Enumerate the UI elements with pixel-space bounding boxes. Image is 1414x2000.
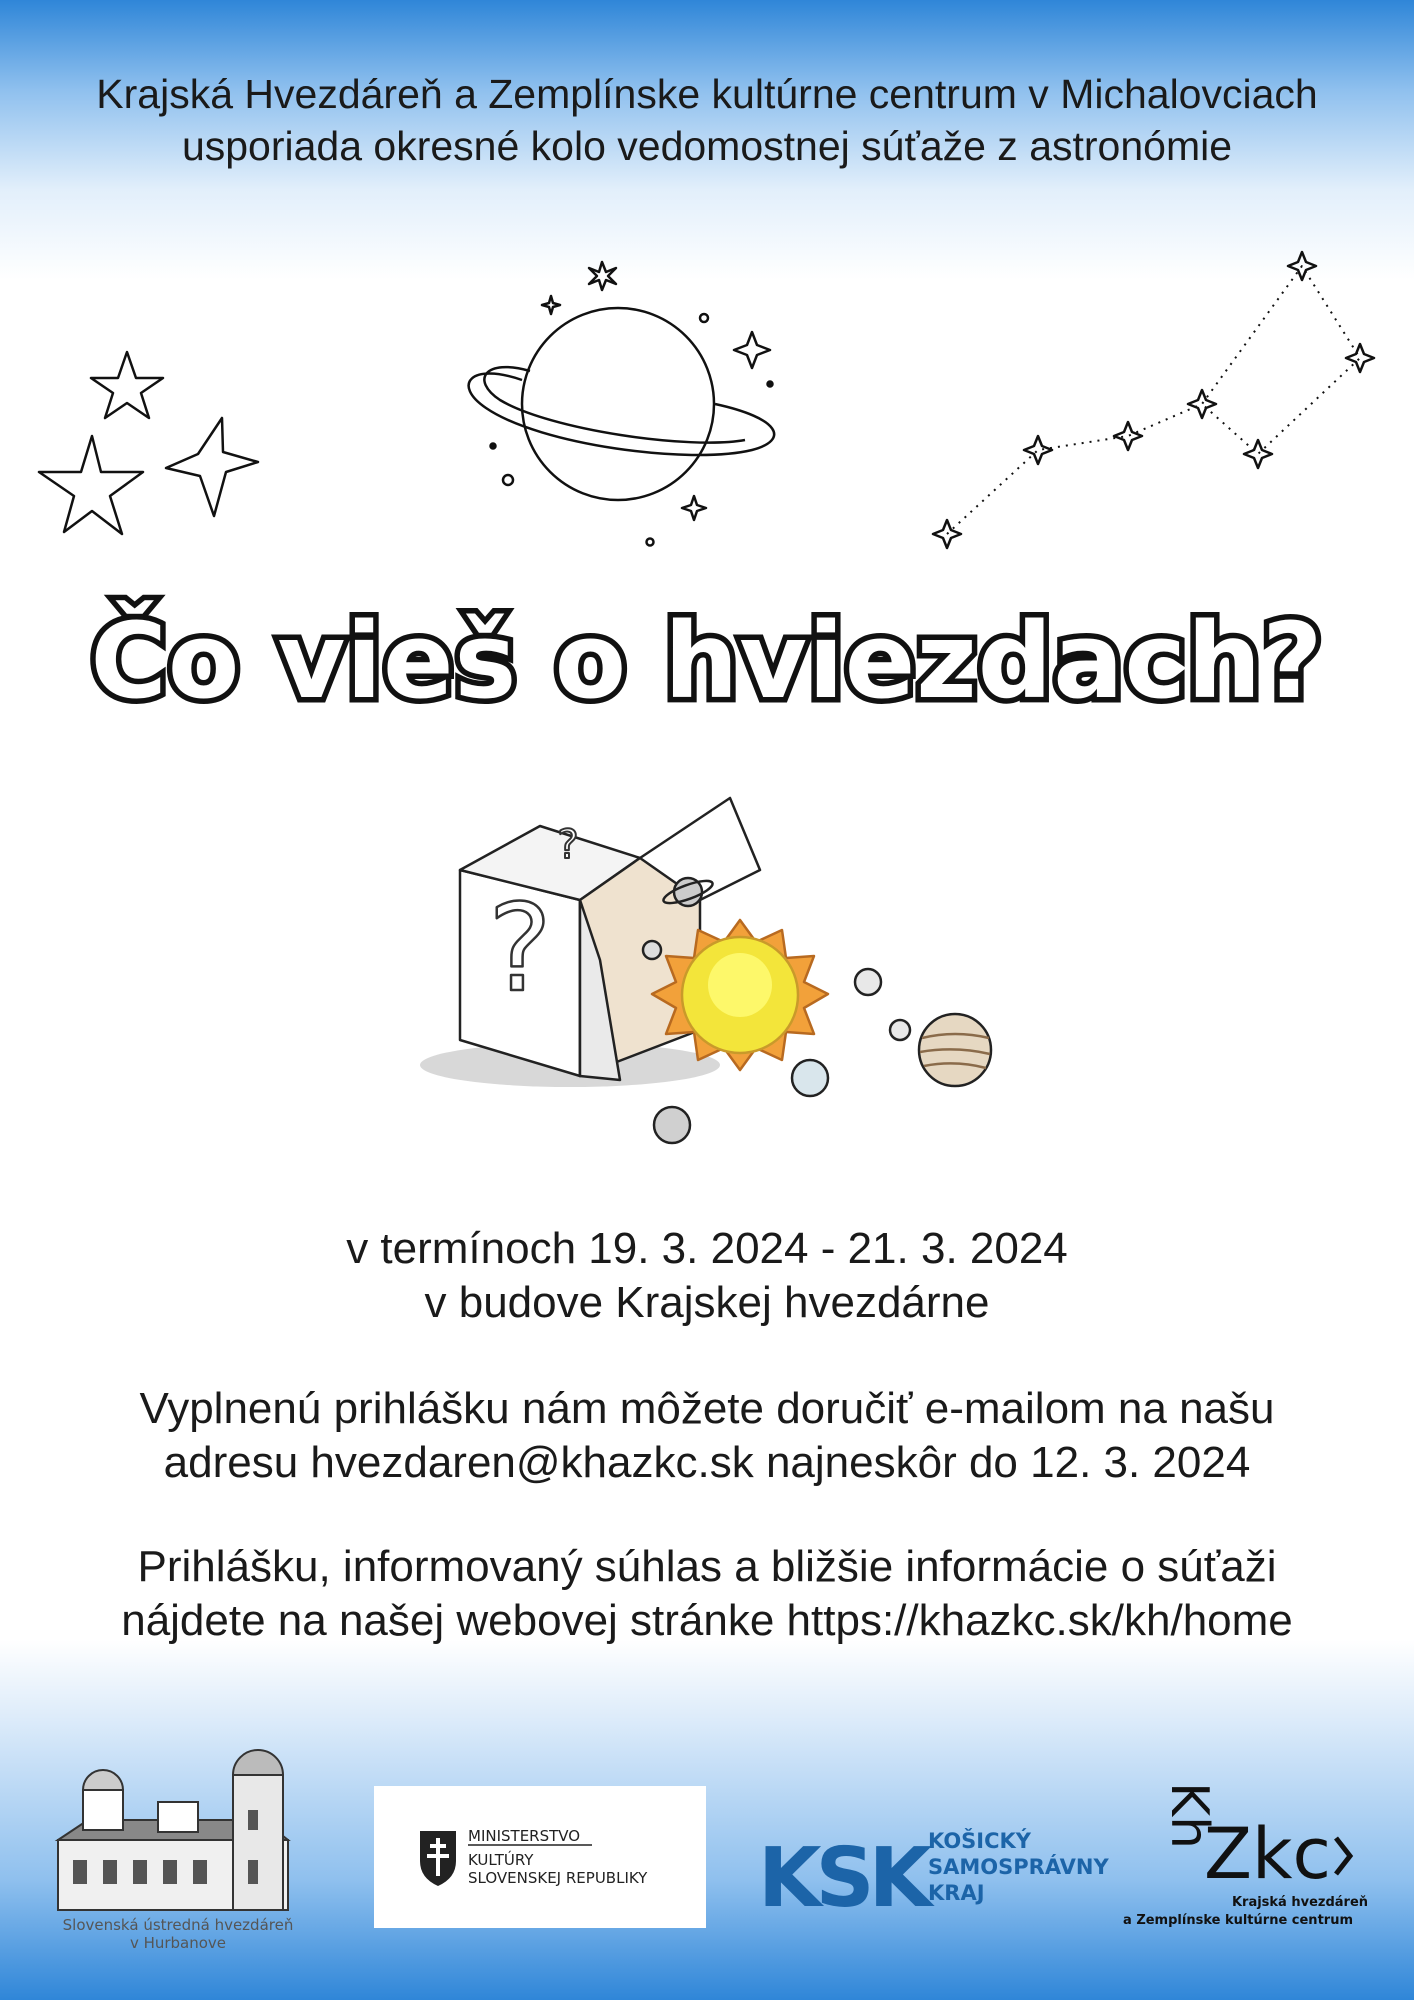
dates-line-2: v budove Krajskej hvezdárne (424, 1278, 990, 1327)
more-info-line-1: Prihlášku, informovaný súhlas a bližšie informácie o súťaži (137, 1542, 1277, 1591)
planet-icon (855, 969, 881, 995)
chevron-right-icon (1336, 1838, 1350, 1874)
ksk-logo-line-2: SAMOSPRÁVNY (928, 1855, 1109, 1879)
question-mark-icon: ? (488, 880, 552, 1019)
observatory-logo (48, 1750, 328, 1960)
box-sun-illustration (400, 780, 1020, 1170)
constellation-icon (933, 252, 1374, 548)
moon-icon (654, 1107, 690, 1143)
header-line-2: usporiada okresné kolo vedomostnej súťaže z astronómie (181, 123, 1233, 169)
more-info-block (0, 1540, 1414, 1648)
dates-line-1: v termínoch 19. 3. 2024 - 21. 3. 2024 (346, 1224, 1068, 1273)
ksk-logo-line-3: KRAJ (928, 1881, 985, 1905)
ringed-planet-icon (469, 262, 775, 546)
khzkc-logo-kh: Kh (1159, 1782, 1219, 1850)
earth-icon (792, 1060, 828, 1096)
ksk-logo-line-1: KOŠICKÝ (928, 1829, 1032, 1853)
application-line-1: Vyplnenú prihlášku nám môžete doručiť e-mailom na našu (139, 1384, 1275, 1433)
khzkc-logo-zkc: Zkc (1204, 1813, 1331, 1895)
planet-icon (890, 1020, 910, 1040)
star-doodle-icon (39, 436, 143, 534)
application-block (0, 1382, 1414, 1490)
ministry-logo (374, 1786, 706, 1928)
header-line-1: Krajská Hvezdáreň a Zemplínske kultúrne centrum v Michalovciach (96, 71, 1318, 117)
header (0, 68, 1414, 172)
page-title: Čo vieš o hviezdach? (90, 600, 1324, 722)
ministry-logo-line-3: SLOVENSKEJ REPUBLIKY (468, 1869, 648, 1887)
dates-block (0, 1222, 1414, 1330)
ministry-logo-line-2: KULTÚRY (468, 1851, 534, 1869)
star-doodle-icon (166, 418, 258, 516)
star-doodle-icon (91, 352, 163, 418)
question-mark-icon: ? (557, 822, 579, 868)
ksk-logo (758, 1822, 1109, 1926)
khzkc-logo-line-2: a Zemplínske kultúrne centrum (1123, 1913, 1353, 1928)
observatory-logo-line-1: Slovenská ústredná hvezdáreň (62, 1916, 294, 1934)
ministry-logo-line-1: MINISTERSTVO (468, 1827, 581, 1845)
khzkc-logo (1123, 1776, 1369, 1930)
ksk-logo-mark: KSK (758, 1831, 927, 1926)
more-info-line-2: nájdete na našej webovej stránke https://khazkc.sk/kh/home (121, 1596, 1293, 1645)
observatory-logo-line-2: v Hurbanove (129, 1934, 227, 1952)
jupiter-icon (919, 1014, 991, 1086)
planet-icon (643, 941, 661, 959)
application-line-2: adresu hvezdaren@khazkc.sk najneskôr do 12. 3. 2024 (163, 1438, 1251, 1487)
space-doodles (0, 240, 1414, 570)
khzkc-logo-line-1: Krajská hvezdáreň (1231, 1895, 1369, 1910)
